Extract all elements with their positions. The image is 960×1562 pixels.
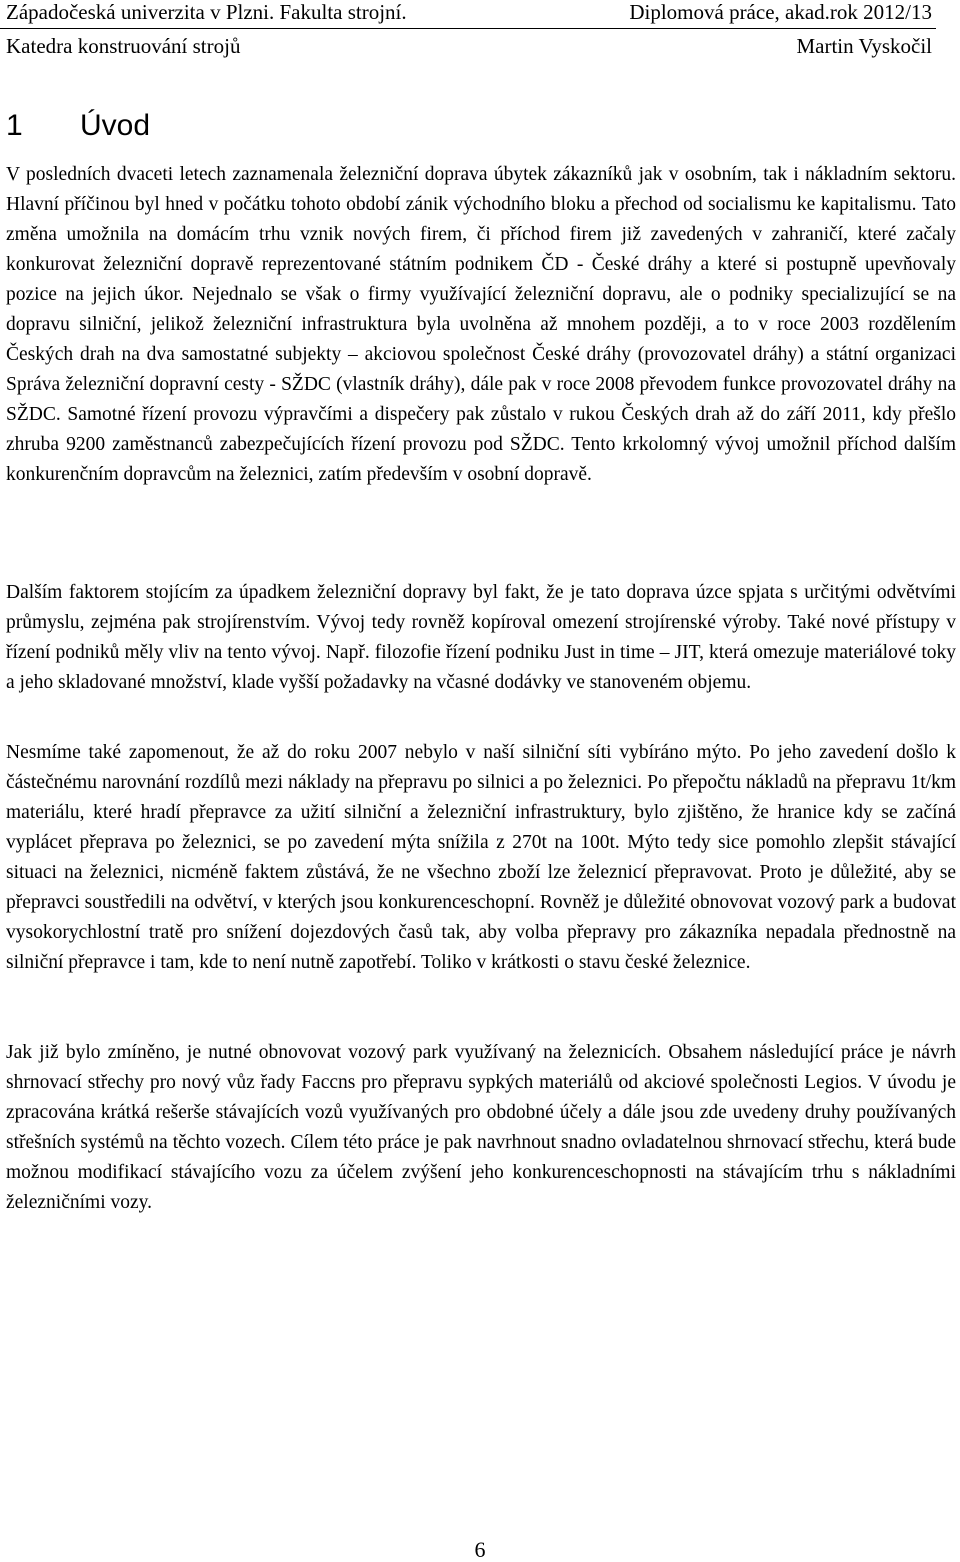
header-author: Martin Vyskočil	[796, 34, 932, 58]
chapter-title: Úvod	[80, 109, 151, 142]
chapter-number: 1	[6, 109, 23, 142]
running-header-bottom	[6, 34, 932, 58]
paragraph-2: Dalším faktorem stojícím za úpadkem železniční dopravy byl fakt, že je tato doprava úzce spjata s určitými odvětvími průmyslu, zejména pak strojírenstvím. Vývoj tedy rovněž kopíroval omezení strojírenské výroby. Také nové přístupy v řízení podniků měly vliv na tento vývoj. Např. filozofie řízení podniku Just in time – JIT, která omezuje materiálové toky a jeho skladované množství, klade vyšší požadavky na včasné dodávky ve stanoveném objemu.	[6, 582, 956, 693]
running-header-top	[6, 0, 932, 24]
chapter-heading	[6, 106, 150, 146]
header-university: Západočeská univerzita v Plzni. Fakulta strojní.	[6, 0, 407, 24]
page-number: 6	[474, 1537, 486, 1562]
paragraph-4: Jak již bylo zmíněno, je nutné obnovovat vozový park využívaný na železnicích. Obsahem následující práce je návrh shrnovací střechy pro nový vůz řady Faccns pro přepravu sypkých materiálů od akciové společnosti Legios. V úvodu je zpracována krátká rešerše stávajících vozů využívaných pro obdobné účely a dále jsou zde uvedeny druhy používaných střešních systémů na těchto vozech. Cílem této práce je pak navrhnout snadno ovladatelnou shrnovací střechu, která bude možnou modifikací stávajícího vozu za účelem zvýšení jeho konkurenceschopnosti na stávajícím trhu s nákladními železničními vozy.	[6, 1042, 956, 1213]
header-department: Katedra konstruování strojů	[6, 34, 241, 58]
header-thesis: Diplomová práce, akad.rok 2012/13	[629, 0, 932, 24]
paragraph-1: V posledních dvaceti letech zaznamenala železniční doprava úbytek zákazníků jak v osobním, tak i nákladním sektoru. Hlavní příčinou byl hned v počátku tohoto období zánik východního bloku a přechod od socialismu ke kapitalismu. Tato změna umožnila na domácím trhu vznik nových firem, či příchod firem již zavedených v zahraničí, které začaly konkurovat železniční dopravě reprezentované státním podnikem ČD - České dráhy a které si postupně upevňovaly pozice na jejich úkor. Nejednalo se však o firmy využívající železniční dopravu, ale o podniky specializující se na dopravu silniční, jelikož železniční infrastruktura byla uvolněna až mnohem později, a to v roce 2003 rozdělením Českých drah na dva samostatné subjekty – akciovou společnost České dráhy (provozovatel dráhy) a státní organizaci Správa železniční dopravní cesty - SŽDC (vlastník dráhy), dále pak v roce 2008 převodem funkce provozovatel dráhy na SŽDC. Samotné řízení provozu výpravčími a dispečery pak zůstalo v rukou Českých drah až do září 2011, kdy přešlo zhruba 9200 zaměstnanců zabezpečujících řízení provozu pod SŽDC. Tento krkolomný vývoj umožnil příchod dalším konkurenčním dopravcům na železnici, zatím především v osobní dopravě.	[6, 164, 956, 485]
paragraph-3: Nesmíme také zapomenout, že až do roku 2007 nebylo v naší silniční síti vybíráno mýto. Po jeho zavedení došlo k částečnému narovnání rozdílů mezi náklady na přepravu po silnici a po železnici. Po přepočtu nákladů na přepravu 1t/km materiálu, které hradí přepravce za užití silniční a železniční infrastruktury, bylo zjištěno, že hranice kdy se začíná vyplácet přeprava po železnici, se po zavedení mýta snížila z 270t na 100t. Mýto tedy sice pomohlo zlepšit stávající situaci na železnici, nicméně faktem zůstává, že ne všechno zboží lze železnicí přepravovat. Proto je důležité, aby se přepravci soustředili na odvětví, v kterých jsou konkurenceschopní. Rovněž je důležité obnovovat vozový park a budovat vysokorychlostní tratě pro snížení dojezdových časů tak, aby volba přepravy pro zákazníka nepadala přednostně na silniční přepravce i tam, kde to není nutně zapotřebí. Toliko v krátkosti o stavu české železnice.	[6, 742, 956, 973]
header-rule	[0, 28, 936, 29]
